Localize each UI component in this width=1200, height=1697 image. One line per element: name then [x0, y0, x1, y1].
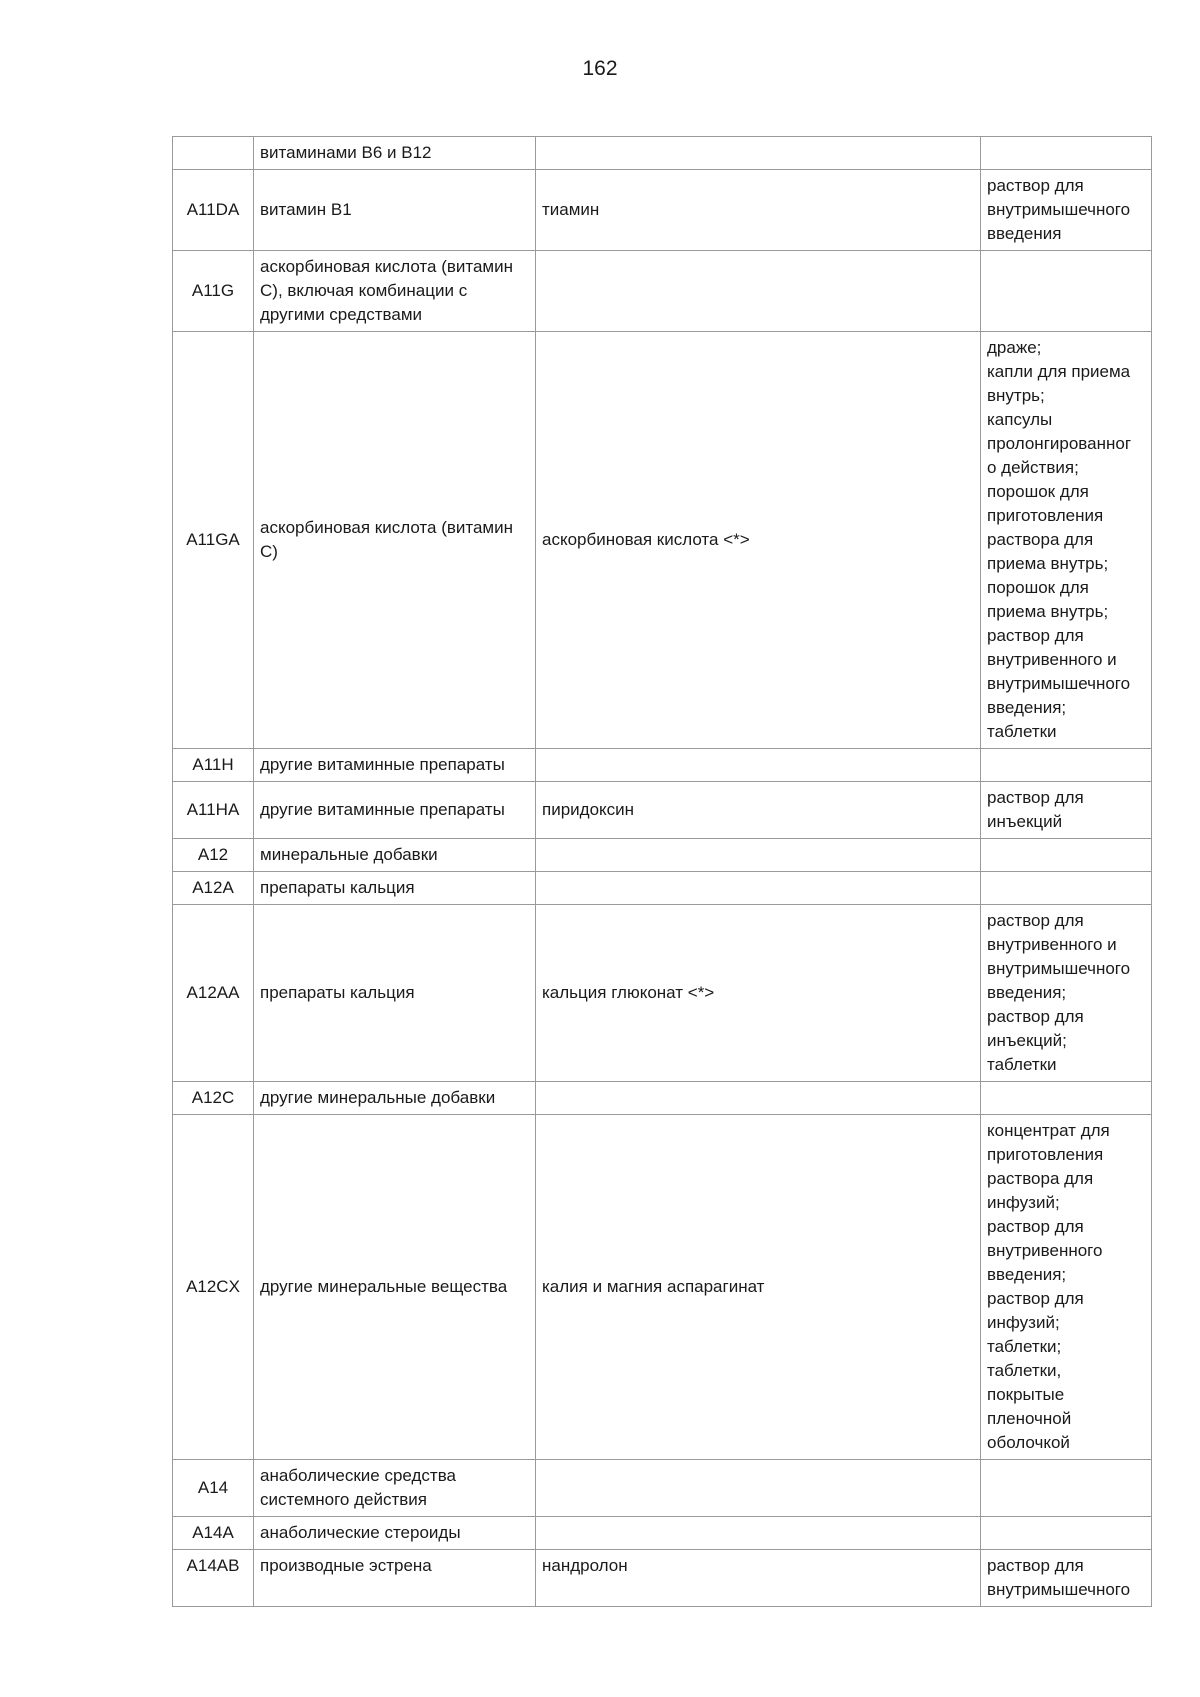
cell-drug: кальция глюконат <*>: [536, 905, 981, 1082]
page-number: 162: [582, 57, 618, 80]
cell-group: витаминами B6 и B12: [254, 137, 536, 170]
table-row: [173, 749, 1152, 782]
cell-group: анаболические средства системного действия: [254, 1460, 536, 1517]
cell-drug: [536, 749, 981, 782]
cell-code: A12CX: [173, 1115, 254, 1460]
table-row: [173, 332, 1152, 749]
cell-code: A14AB: [173, 1550, 254, 1607]
cell-form: концентрат для приготовления раствора для инфузий; раствор для внутривенного введения; раствор для инфузий; таблетки; таблетки, покрытые пленочной оболочкой: [981, 1115, 1152, 1460]
table-row: [173, 782, 1152, 839]
cell-group: анаболические стероиды: [254, 1517, 536, 1550]
cell-code: A12AA: [173, 905, 254, 1082]
table-row: [173, 905, 1152, 1082]
cell-form: [981, 839, 1152, 872]
cell-drug: тиамин: [536, 170, 981, 251]
cell-code: A12: [173, 839, 254, 872]
cell-group: минеральные добавки: [254, 839, 536, 872]
cell-group: препараты кальция: [254, 872, 536, 905]
cell-code: A12A: [173, 872, 254, 905]
cell-form: раствор для внутривенного и внутримышечного введения; раствор для инъекций; таблетки: [981, 905, 1152, 1082]
cell-drug: [536, 1517, 981, 1550]
table-row: [173, 137, 1152, 170]
cell-code: A12C: [173, 1082, 254, 1115]
cell-drug: [536, 872, 981, 905]
cell-group: другие витаминные препараты: [254, 749, 536, 782]
cell-code: A14: [173, 1460, 254, 1517]
cell-code: A11DA: [173, 170, 254, 251]
cell-form: [981, 1460, 1152, 1517]
cell-form: [981, 251, 1152, 332]
cell-drug: нандролон: [536, 1550, 981, 1607]
cell-drug: [536, 1082, 981, 1115]
cell-group: производные эстрена: [254, 1550, 536, 1607]
cell-group: витамин B1: [254, 170, 536, 251]
table-row: [173, 251, 1152, 332]
table-row: [173, 872, 1152, 905]
cell-group: другие витаминные препараты: [254, 782, 536, 839]
cell-group: аскорбиновая кислота (витамин C), включая комбинации с другими средствами: [254, 251, 536, 332]
drug-table: [172, 136, 1152, 1607]
cell-form: раствор для внутримышечного введения: [981, 170, 1152, 251]
table-row: [173, 1460, 1152, 1517]
cell-form: [981, 1517, 1152, 1550]
cell-code: A11G: [173, 251, 254, 332]
table-row: [173, 170, 1152, 251]
table-row: [173, 1115, 1152, 1460]
cell-code: [173, 137, 254, 170]
cell-drug: пиридоксин: [536, 782, 981, 839]
cell-drug: [536, 251, 981, 332]
cell-drug: аскорбиновая кислота <*>: [536, 332, 981, 749]
cell-form: [981, 749, 1152, 782]
cell-drug: [536, 839, 981, 872]
cell-group: препараты кальция: [254, 905, 536, 1082]
cell-code: A14A: [173, 1517, 254, 1550]
cell-form: драже; капли для приема внутрь; капсулы пролонгированног о действия; порошок для приготовления раствора для приема внутрь; порошок для приема внутрь; раствор для внутривенного и внутримышечного введения; таблетки: [981, 332, 1152, 749]
cell-code: A11HA: [173, 782, 254, 839]
cell-form: [981, 872, 1152, 905]
cell-form: [981, 1082, 1152, 1115]
cell-group: другие минеральные добавки: [254, 1082, 536, 1115]
table-row: [173, 1082, 1152, 1115]
cell-group: аскорбиновая кислота (витамин C): [254, 332, 536, 749]
table-row: [173, 1517, 1152, 1550]
cell-form: раствор для инъекций: [981, 782, 1152, 839]
cell-drug: калия и магния аспарагинат: [536, 1115, 981, 1460]
cell-code: A11GA: [173, 332, 254, 749]
cell-form: [981, 137, 1152, 170]
table-row: [173, 839, 1152, 872]
table-body: [173, 137, 1152, 1607]
cell-drug: [536, 137, 981, 170]
cell-code: A11H: [173, 749, 254, 782]
cell-form: раствор для внутримышечного: [981, 1550, 1152, 1607]
cell-drug: [536, 1460, 981, 1517]
cell-group: другие минеральные вещества: [254, 1115, 536, 1460]
table-row: [173, 1550, 1152, 1607]
